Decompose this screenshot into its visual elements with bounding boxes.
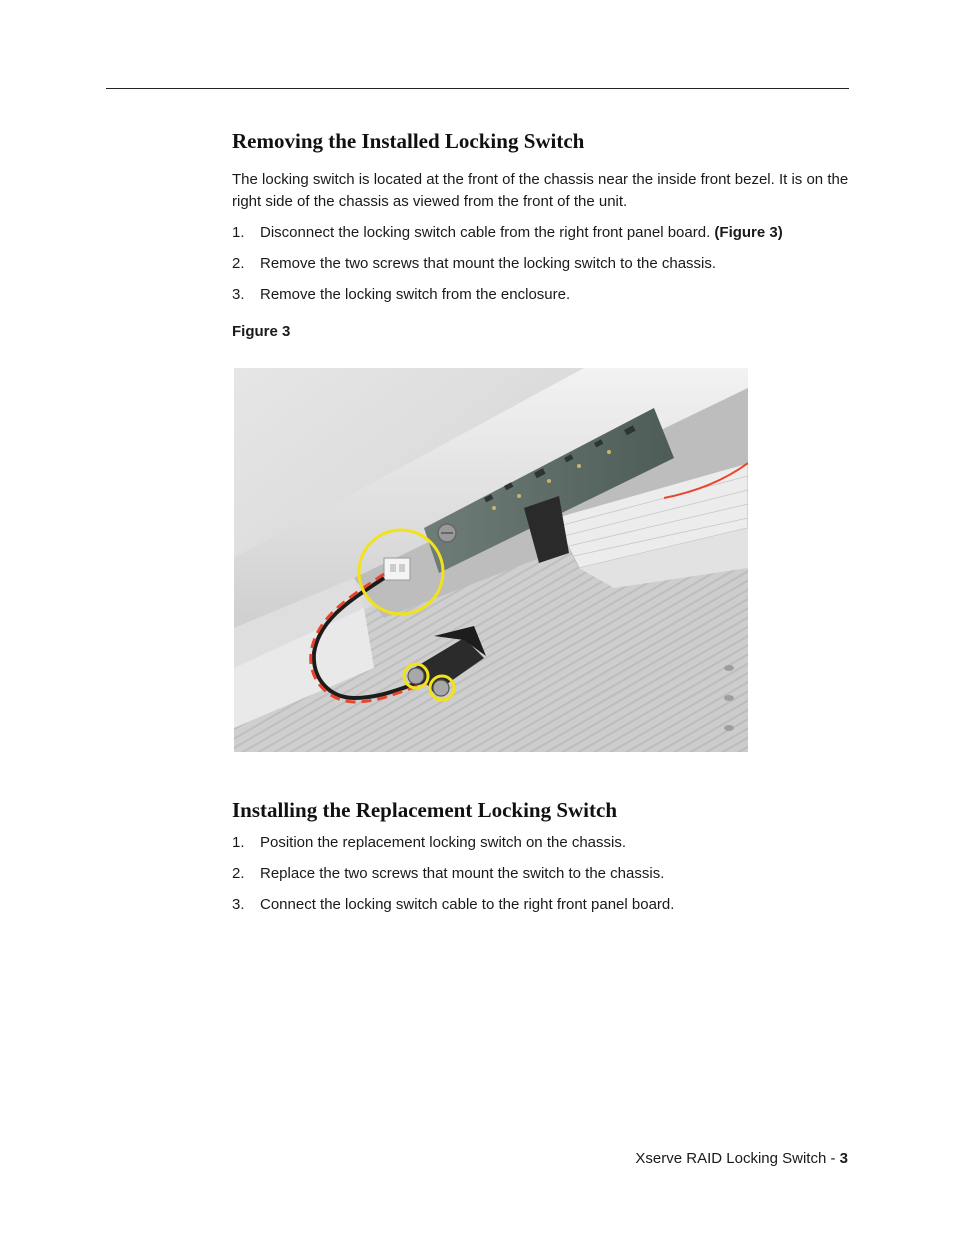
- step-text: Position the replacement locking switch on the chassis.: [260, 834, 627, 851]
- step-number: 3.: [232, 896, 245, 913]
- step-number: 2.: [232, 255, 245, 272]
- footer-title: Xserve RAID Locking Switch -: [635, 1150, 840, 1167]
- step-text: Replace the two screws that mount the switch to the chassis.: [260, 865, 665, 882]
- step-number: 2.: [232, 865, 245, 882]
- step-text: Remove the locking switch from the enclosure.: [260, 286, 571, 303]
- figure-3-photo: [234, 368, 748, 752]
- page-number: 3: [839, 1150, 848, 1167]
- list-item: [232, 285, 570, 305]
- header-rule: [106, 88, 849, 89]
- page-footer: [635, 1150, 848, 1167]
- list-item: [232, 223, 783, 243]
- step-number: 1.: [232, 834, 245, 851]
- figure-3-illustration: [234, 368, 748, 752]
- figure-reference: (Figure 3): [714, 224, 783, 241]
- section-title-installing: Installing the Replacement Locking Switch: [232, 798, 618, 822]
- step-number: 1.: [232, 224, 245, 241]
- list-item: [232, 833, 626, 853]
- step-text: Remove the two screws that mount the locking switch to the chassis.: [260, 255, 717, 272]
- step-text: Connect the locking switch cable to the right front panel board.: [260, 896, 675, 913]
- section-title-removing: Removing the Installed Locking Switch: [232, 129, 585, 153]
- step-text: Disconnect the locking switch cable from the right front panel board.: [260, 224, 711, 241]
- list-item: [232, 864, 664, 884]
- step-number: 3.: [232, 286, 245, 303]
- list-item: [232, 254, 716, 274]
- figure-label: Figure 3: [232, 323, 291, 340]
- intro-paragraph: The locking switch is located at the front of the chassis near the inside front bezel. It is on the right side of the chassis as viewed from the front of the unit.: [232, 171, 849, 210]
- list-item: [232, 895, 674, 915]
